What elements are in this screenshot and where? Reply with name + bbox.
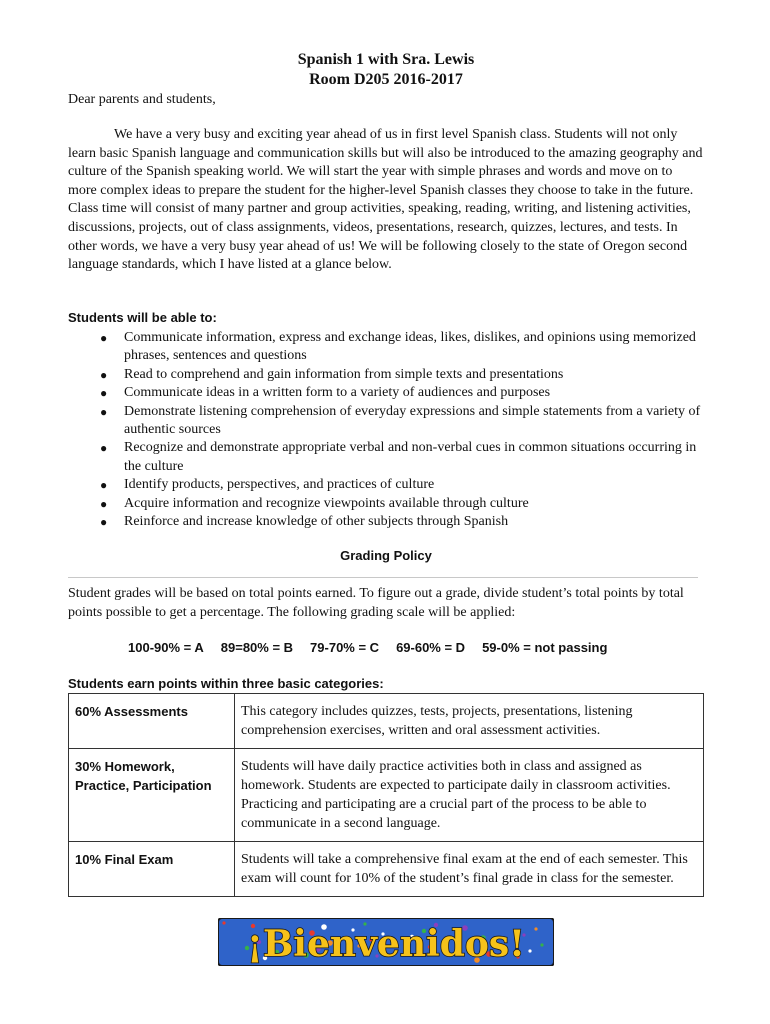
list-item [68,384,704,402]
banner-text: ¡Bienvenidos! [247,923,525,965]
grade-c: 79-70% = C [310,640,380,655]
list-item-text: Read to comprehend and gain information from simple texts and presentations [124,366,564,382]
grade-d: 69-60% = D [396,640,466,655]
page-subtitle: Room D205 2016-2017 [309,71,463,88]
bullet-icon: ● [100,478,108,493]
bullet-icon: ● [100,367,108,382]
category-name: 60% Assessments [69,694,235,749]
list-item [68,329,704,366]
greeting: Dear parents and students, [68,92,216,107]
grading-paragraph: Student grades will be based on total points earned. To figure out a grade, divide student’s total points by total points possible to get a percentage. The following grading scale will be applied: [68,586,684,620]
category-name: 10% Final Exam [69,842,235,897]
categories-heading: Students earn points within three basic categories: [68,676,384,691]
list-item-text: Recognize and demonstrate appropriate verbal and non-verbal cues in common situations occurring in the culture [124,440,697,474]
list-item [68,403,704,440]
bullet-icon: ● [100,441,108,456]
list-item [68,513,704,531]
table-row [69,694,704,749]
grade-a: 100-90% = A [128,640,204,655]
grading-scale [128,640,624,655]
category-description: Students will take a comprehensive final exam at the end of each semester. This exam will count for 10% of the student’s final grade in class for the semester. [235,842,704,897]
bullet-icon: ● [100,515,108,530]
page-title: Spanish 1 with Sra. Lewis [297,51,475,68]
list-item-text: Reinforce and increase knowledge of other subjects through Spanish [124,514,509,530]
list-item [68,439,704,476]
categories-table [68,693,704,897]
list-item-text: Identify products, perspectives, and practices of culture [124,477,435,493]
standards-heading: Students will be able to: [68,310,217,325]
bienvenidos-banner [218,918,554,966]
list-item-text: Communicate ideas in a written form to a variety of audiences and purposes [124,385,551,401]
list-item-text: Demonstrate listening comprehension of everyday expressions and simple statements from a variety of authentic sources [124,403,701,438]
category-description: Students will have daily practice activities both in class and assigned as homework. Students are expected to participate daily in classroom activities. Practicing and participating are a crucial part of the process to be able to communicate in a second language. [235,749,704,842]
list-item-text: Communicate information, express and exchange ideas, likes, dislikes, and opinions using memorized phrases, sentences and questions [124,330,696,364]
table-row [69,749,704,842]
bullet-icon: ● [100,386,108,401]
category-description: This category includes quizzes, tests, projects, presentations, listening comprehension exercises, written and oral assessment activities. [235,694,704,749]
table-row [69,842,704,897]
list-item [68,495,704,513]
category-name: 30% Homework, Practice, Participation [69,749,235,842]
grading-policy-heading: Grading Policy [340,548,432,563]
intro-paragraph: We have a very busy and exciting year ahead of us in first level Spanish class. Students will not only learn basic Spanish language and communication skills but will also be introduced to the amazing geography and culture of the Spanish speaking world. We will start the year with simple phrases and words and move on to more complex ideas to prepare the student for the higher-level Spanish classes they choose to take in the future. Class time will consist of many partner and group activities, speaking, reading, writing, and listening activities, discussions, projects, out of class assignments, videos, presentations, research, quizzes, lectures, and tests. In other words, we have a very busy year ahead of us! We will be following closely to the state of Oregon second language standards, which I have listed at a glance below. [68,127,703,273]
divider [68,577,698,578]
bullet-icon: ● [100,404,108,419]
list-item [68,476,704,494]
list-item [68,366,704,384]
grade-b: 89=80% = B [220,640,294,655]
confetti-dot [528,949,531,952]
confetti-dot [540,943,543,946]
standards-list [68,329,704,531]
confetti-dot [222,921,225,924]
bullet-icon: ● [100,331,108,345]
list-item-text: Acquire information and recognize viewpoints available through culture [124,495,529,511]
bullet-icon: ● [100,496,108,511]
grade-not-passing: 59-0% = not passing [482,640,608,655]
confetti-dot [534,927,537,930]
